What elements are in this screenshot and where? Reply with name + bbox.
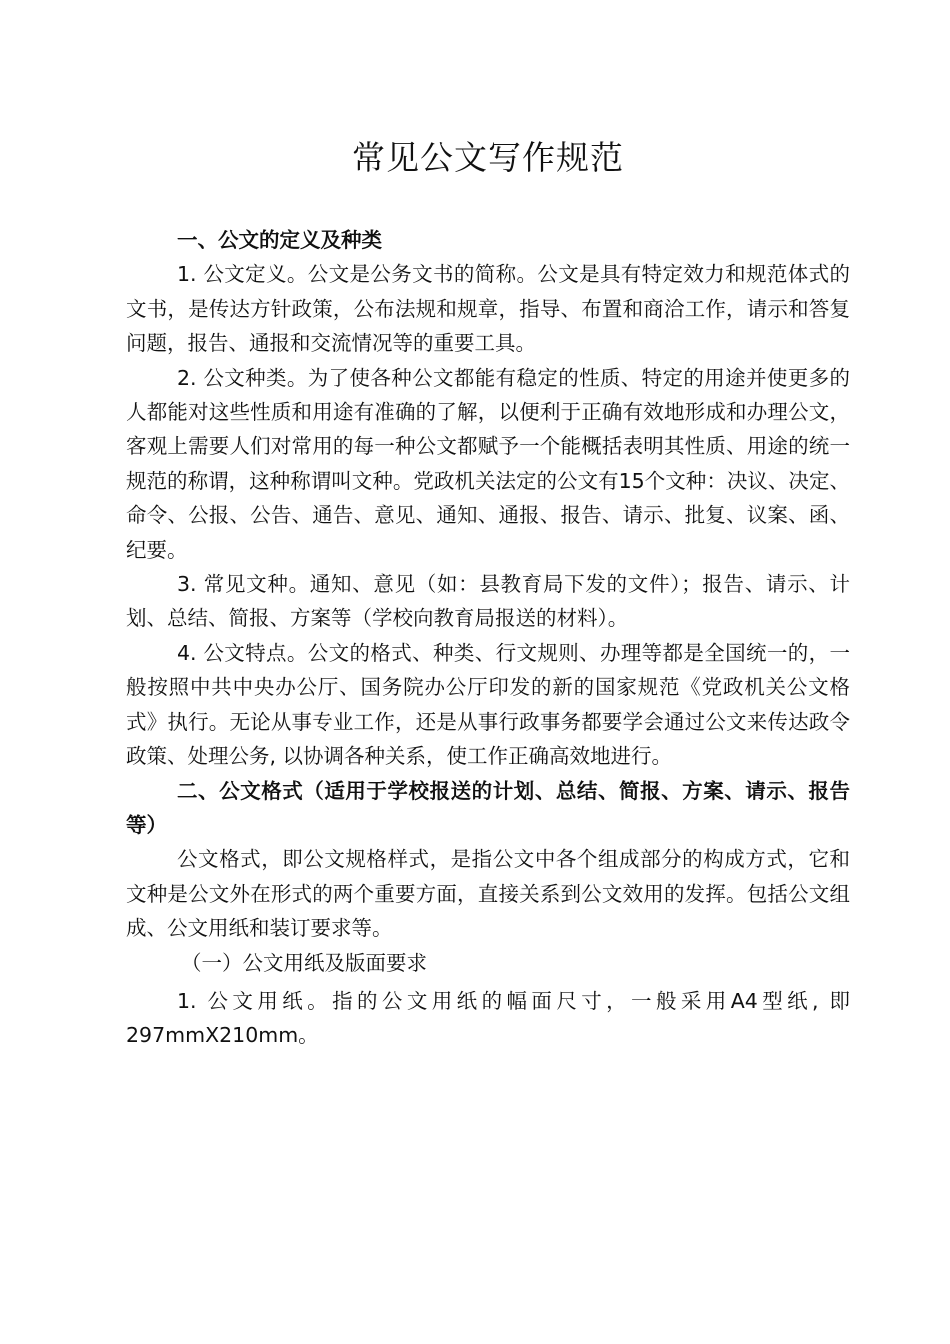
subsection-heading-paper: （一）公文用纸及版面要求 (181, 950, 427, 975)
paragraph-format-intro: 公文格式，即公文规格样式，是指公文中各个组成部分的构成方式，它和文种是公文外在形式的两个重要方面，直接关系到公文效用的发挥。包括公文组成、公文用纸和装订要求等。 (126, 847, 850, 941)
paragraph-characteristics: 4. 公文特点。公文的格式、种类、行文规则、办理等都是全国统一的，一般按照中共中央办公厅、国务院办公厅印发的新的国家规范《党政机关公文格式》执行。无论从事专业工作，还是从事行政事务都要学会通过公文来传达政令政策、处理公务, 以协调各种关系，使工作正确高效地进行。 (126, 640, 850, 769)
document-title: 常见公文写作规范 (352, 138, 624, 177)
document-body (126, 223, 850, 1053)
section-heading-1: 一、公文的定义及种类 (177, 228, 382, 252)
paragraph-definition: 1. 公文定义。公文是公务文书的简称。公文是具有特定效力和规范体式的文书，是传达方针政策，公布法规和规章，指导、布置和商洽工作，请示和答复问题，报告、通报和交流情况等的重要工具。 (126, 262, 850, 356)
paragraph-common-types: 3. 常见文种。通知、意见（如：县教育局下发的文件）；报告、请示、计划、总结、简报、方案等（学校向教育局报送的材料）。 (126, 572, 850, 631)
paragraph-types: 2. 公文种类。为了使各种公文都能有稳定的性质、特定的用途并使更多的人都能对这些性质和用途有准确的了解，以便利于正确有效地形成和办理公文，客观上需要人们对常用的每一种公文都赋予一个能概括表明其性质、用途的统一规范的称谓，这种称谓叫文种。党政机关法定的公文有15个文种：决议、决定、命令、公报、公告、通告、意见、通知、通报、报告、请示、批复、议案、函、纪要。 (126, 365, 850, 562)
paragraph-paper-size: 1. 公文用纸。指的公文用纸的幅面尺寸，一般采用A4型纸, 即297mmX210mm。 (126, 988, 850, 1048)
section-heading-2: 二、公文格式（适用于学校报送的计划、总结、简报、方案、请示、报告等） (126, 778, 850, 837)
